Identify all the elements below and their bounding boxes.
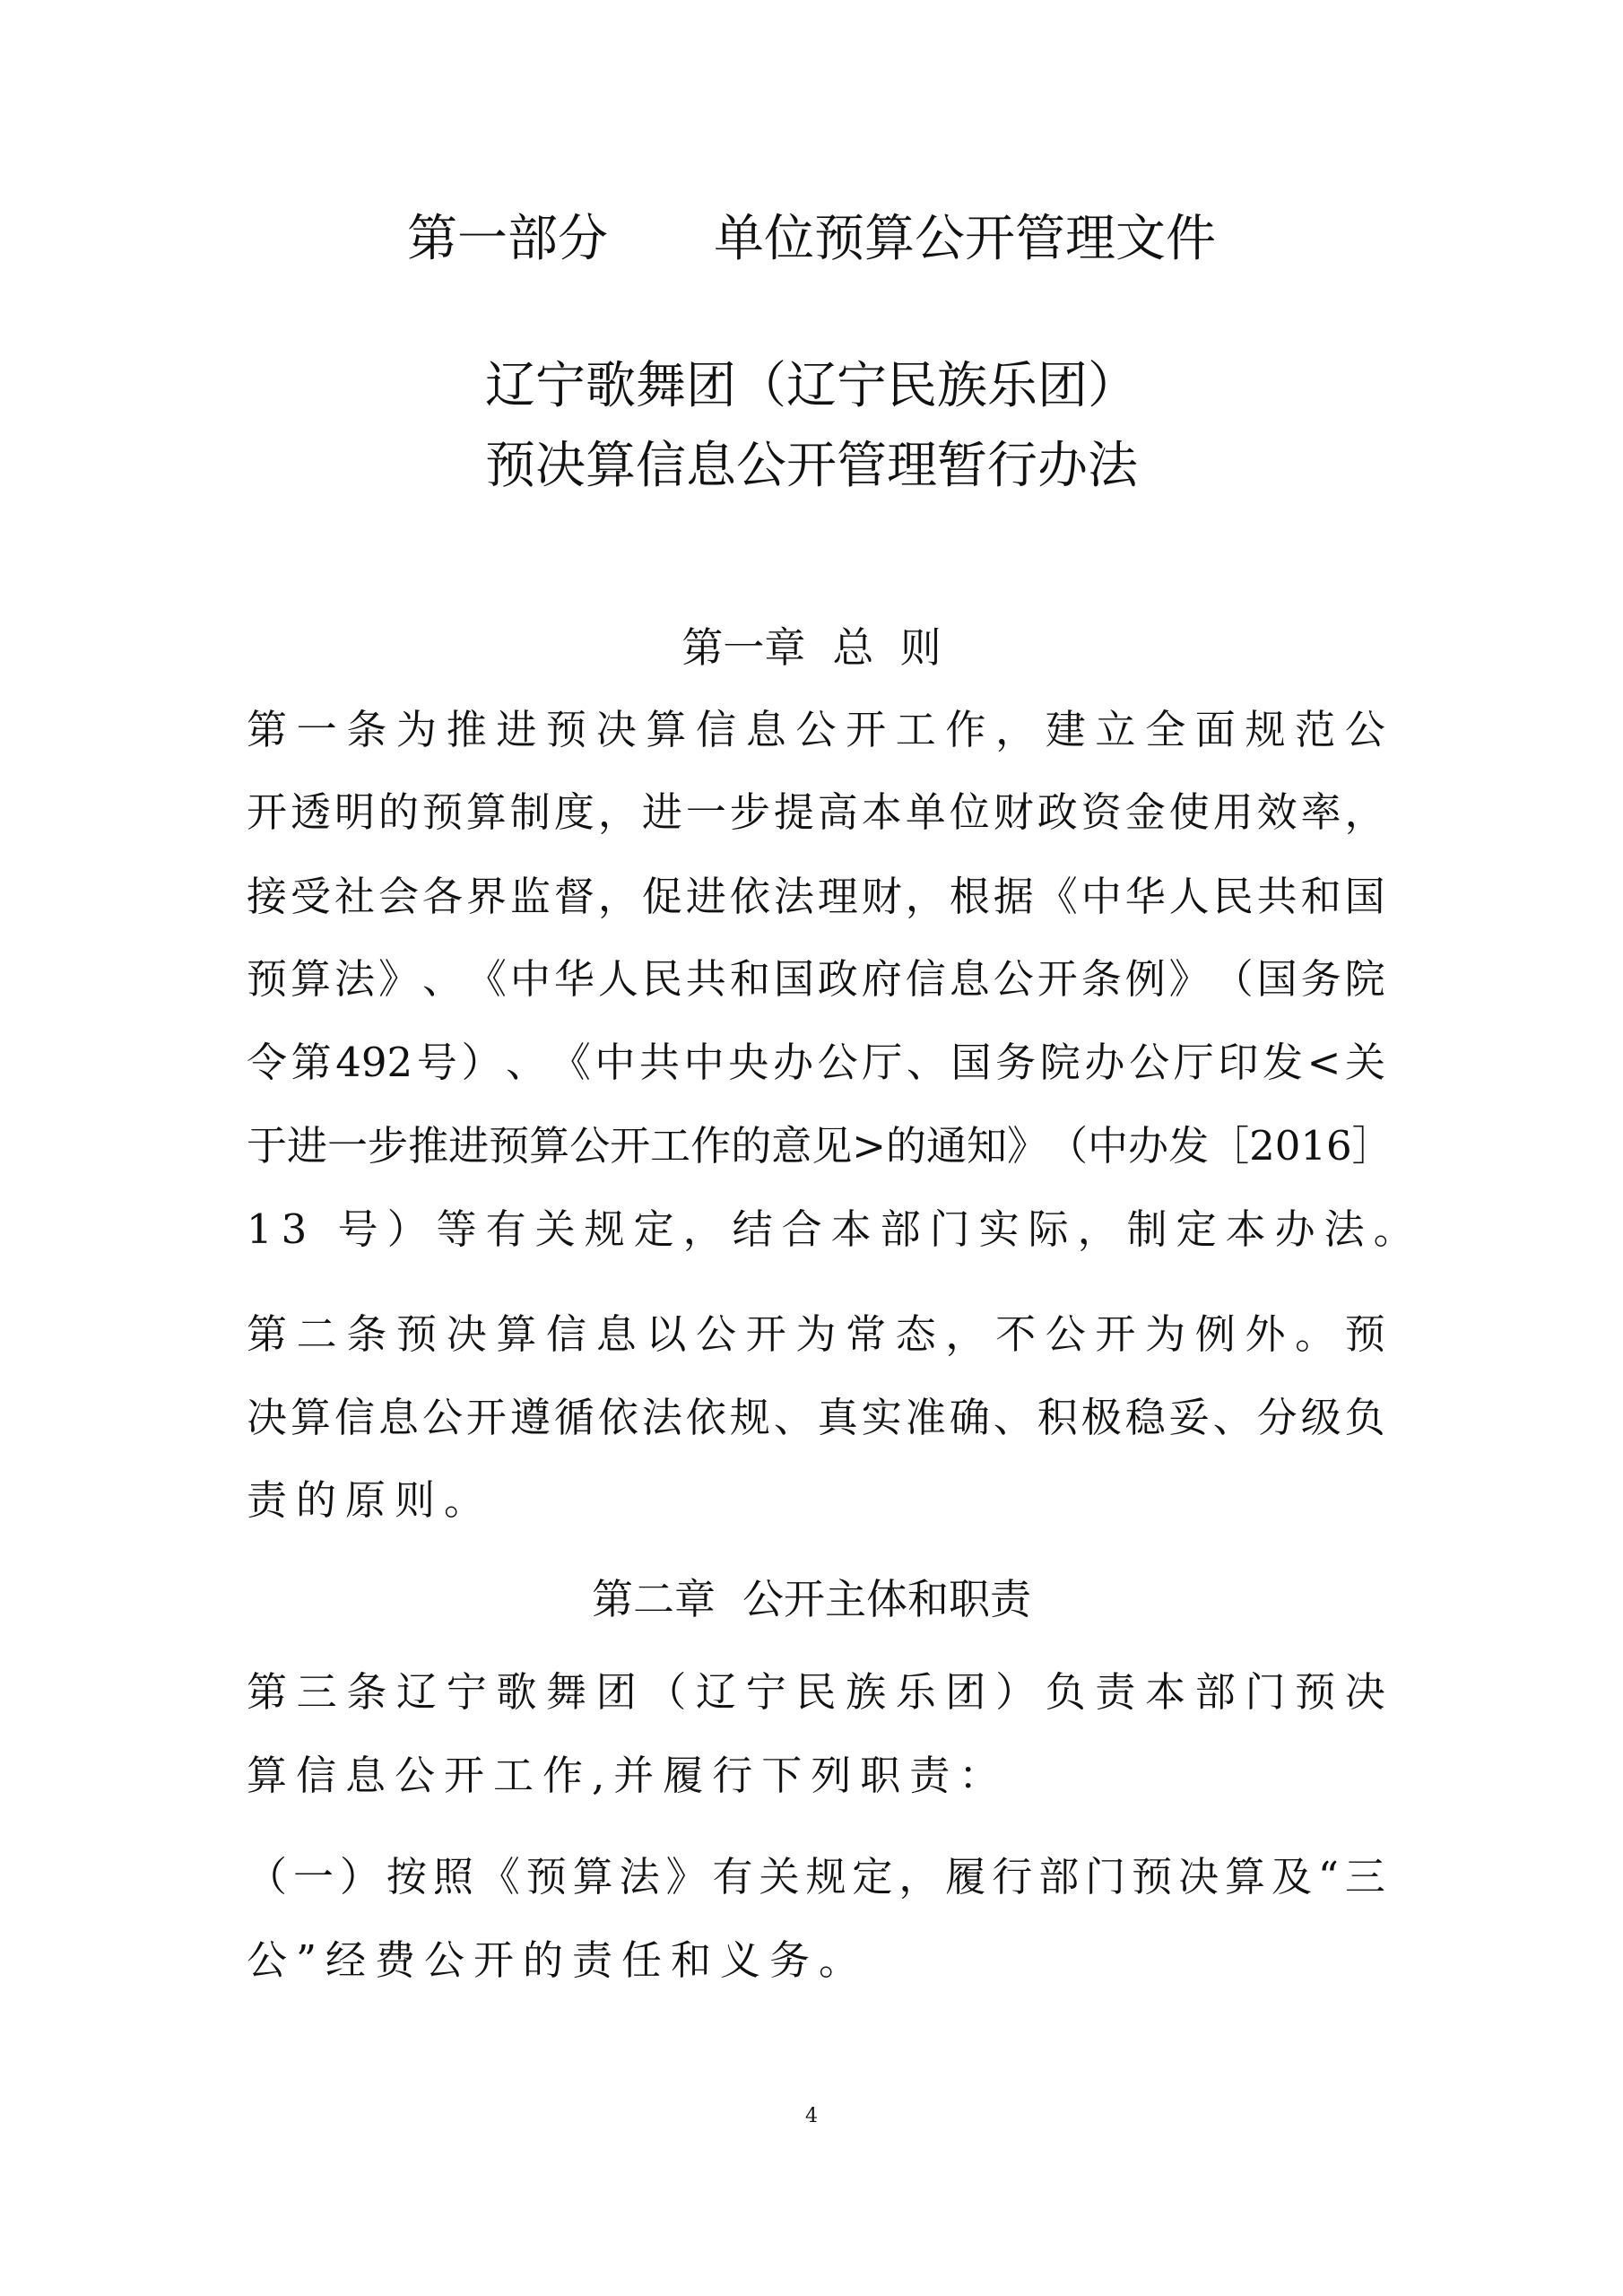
article-1-line: 预 算 法 》 、 《 中 华 人 民 共 和 国 政 府 信 息 公 开 条 例 》 （ 国 务 院 [247, 955, 1385, 1003]
article-1-line: 13 号）等有关规定，结合本部门实际，制定本办法。 [247, 1205, 1423, 1253]
part-label: 第一部分 [407, 210, 608, 268]
article-1-line: 令 第 492 号 ） 、 《 中 共 中 央 办 公 厅 、 国 务 院 办 公 厅 印 发 < 关 [247, 1039, 1385, 1086]
article-2-line: 决 算 信 息 公 开 遵 循 依 法 依 规 、 真 实 准 确 、 积 极 稳 妥 、 分 级 负 [247, 1394, 1385, 1441]
chapter-name: 公开主体和职责 [742, 1575, 1031, 1623]
chapter-2-heading [0, 1563, 1623, 1635]
chapter-number: 第一章 [681, 623, 806, 672]
article-3-line: 算信息公开工作,并履行下列职责： [247, 1752, 1009, 1799]
chapter-name: 总 则 [832, 623, 942, 672]
article-3-line: 第 三 条 辽 宁 歌 舞 团 （ 辽 宁 民 族 乐 团 ） 负 责 本 部 门 预 决 [247, 1668, 1385, 1716]
document-title-line-1: 辽宁歌舞团（辽宁民族乐团） [485, 357, 1138, 415]
part-title [0, 199, 1623, 280]
chapter-number: 第二章 [592, 1575, 716, 1623]
article-3-line: 公”经费公开的责任和义务。 [247, 1936, 869, 1984]
chapter-1-heading [0, 612, 1623, 683]
article-2-line: 责的原则。 [247, 1476, 494, 1524]
article-1-line: 第 一 条 为 推 进 预 决 算 信 息 公 开 工 作 ， 建 立 全 面 规 范 公 [247, 706, 1385, 753]
article-1-line: 开 透 明 的 预 算 制 度 ， 进 一 步 提 高 本 单 位 财 政 资 金 使 用 效 率 ， [247, 788, 1385, 836]
part-name: 单位预算公开管理文件 [714, 210, 1216, 268]
article-1-line: 于 进 一 步 推 进 预 算 公 开 工 作 的 意 见 > 的 通 知 》 （ 中 办 发 ［ 2016 ］ [247, 1122, 1393, 1170]
article-2-line: 第 二 条 预 决 算 信 息 以 公 开 为 常 态 ， 不 公 开 为 例 外 。 预 [247, 1310, 1385, 1358]
page-number: 4 [805, 2105, 818, 2127]
article-1-line: 接 受 社 会 各 界 监 督 ， 促 进 依 法 理 财 ， 根 据 《 中 华 人 民 共 和 国 [247, 873, 1385, 920]
document-title-line-2: 预决算信息公开管理暂行办法 [485, 437, 1138, 495]
article-3-line: （ 一 ） 按 照 《 预 算 法 》 有 关 规 定 ， 履 行 部 门 预 决 算 及 “ 三 [247, 1853, 1385, 1900]
